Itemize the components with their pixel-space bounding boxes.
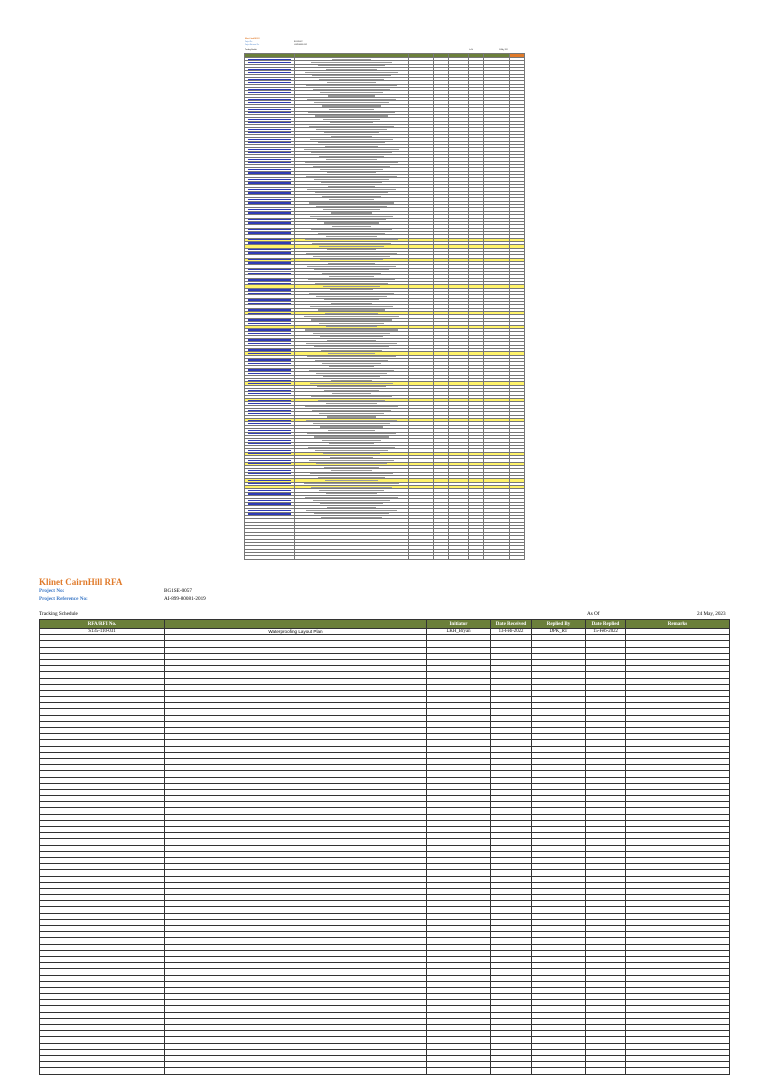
col-header-replied-by: Replied By [532,620,586,629]
project-no-value: BG1SE-0057 [164,588,192,594]
tracking-table [39,619,730,1075]
sheet-thumbnail [244,39,524,504]
as-of-date: 24 May, 2023 [697,611,726,617]
table-cell [586,1068,626,1074]
cell-date-replied: 15-Feb-2022 [586,629,626,635]
thumb-cell [449,556,469,559]
thumb-project-ref: AI-899-80081-2019 [294,45,307,46]
cell-date-received: 13-Feb-2022 [491,629,532,635]
as-of-label: As Of [587,611,600,617]
thumb-row [245,556,525,559]
col-header-remarks: Remarks [626,620,730,629]
thumb-project-no: BG1SE-0057 [294,42,303,43]
thumb-cell [469,556,484,559]
thumb-project-ref-label: Project Reference No: [245,45,260,46]
cell-replied-by: DPK_RT [532,629,586,635]
thumb-as-of-date: 24 May, 2023 [499,50,508,51]
thumb-as-of-label: As Of [469,50,473,51]
table-cell [40,1068,165,1074]
project-ref-value: AI-899-80081-2019 [164,596,206,602]
table-cell [491,1068,532,1074]
thumb-table [244,53,525,560]
thumb-cell [510,556,525,559]
table-header-row [40,620,730,629]
table-cell [626,1068,730,1074]
cell-description: Waterproofing Layout Plan [165,629,427,635]
thumb-cell [409,556,434,559]
table-cell [427,1068,491,1074]
thumb-cell [295,556,409,559]
thumb-title: Klinet CairnHill RFA [245,39,260,40]
cell-initiator: LKH_Bryan [427,629,491,635]
col-header-date-received: Date Received [491,620,532,629]
cell-rfa-no: S135-110-031 [40,629,165,635]
col-header-date-replied: Date Replied [586,620,626,629]
col-header-initiator: Initiator [427,620,491,629]
schedule-label: Tracking Schedule [39,611,78,617]
page-title: Klinet CairnHill RFA [39,577,123,587]
thumb-schedule-label: Tracking Schedule [245,50,257,51]
project-ref-label: Project Reference No: [39,596,88,602]
project-no-label: Project No: [39,588,65,594]
thumb-project-no-label: Project No: [245,42,253,43]
table-cell [165,1068,427,1074]
table-cell [532,1068,586,1074]
col-header-rfa-no: RFA/RFI No. [40,620,165,629]
thumb-cell [245,556,295,559]
thumb-cell [434,556,449,559]
table-row[interactable] [40,1068,730,1074]
thumb-cell [484,556,510,559]
col-header-description [165,620,427,629]
